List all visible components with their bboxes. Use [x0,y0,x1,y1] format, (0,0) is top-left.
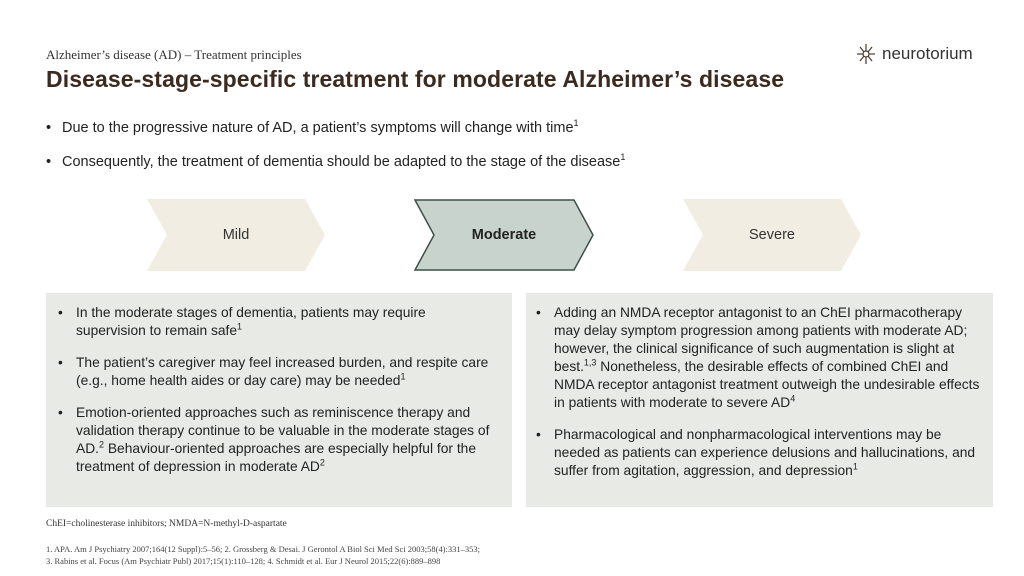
left-panel [46,293,512,507]
citation-sup: 1 [852,461,858,472]
bullet-text: In the moderate stages of dementia, patients may require supervision to remain safe [76,305,426,338]
citation-sup: 1 [237,321,243,332]
stage-label: Severe [749,227,795,243]
logo-text: neurotorium [882,44,973,63]
reference-line: 3. Rabins et al. Focus (Am Psychiatr Publ) 2017;15(1):110–128; 4. Schmidt et al. Eur J Neurol 2015;22(6):889–898 [46,556,441,566]
right-panel [526,293,993,507]
reference-line: 1. APA. Am J Psychiatry 2007;164(12 Suppl):5–56; 2. Grossberg & Desai. J Gerontol A Biol Sci Med Sci 2003;58(4):331–353; [46,544,480,554]
bullet-text: Behaviour-oriented approaches are especially helpful for the treatment of depression in moderate AD [76,441,476,474]
panel-bullet [536,426,985,480]
citation-sup: 1,3 [583,357,597,368]
bullet-text: Pharmacological and nonpharmacological interventions may be needed as patients can experience delusions and hallucinations, and suffer from agitation, aggression, and depression [554,427,976,478]
page-title: Disease-stage-specific treatment for moderate Alzheimer’s disease [46,66,785,92]
bullet-text: Nonetheless, the desirable effects of combined ChEI and NMDA receptor antagonist treatment outweigh the undesirable effects in patients with moderate to severe AD [554,359,980,410]
intro-bullet: • Due to the progressive nature of AD, a patient’s symptoms will change with time$^1$ [46,120,625,136]
intro-bullet: • Consequently, the treatment of dementia should be adapted to the stage of the disease$^1$ [46,154,625,170]
intro-list [46,120,625,188]
stage-label: Mild [222,227,250,243]
citation-sup: 1 [400,371,406,382]
references [46,543,480,567]
panel-bullet [536,304,985,412]
bullet-text: Adding an NMDA receptor antagonist to an ChEI pharmacotherapy may delay symptom progression among patients with moderate AD; however, the clinical significance of such augmentation is slight at best. [554,305,968,374]
panel-bullet [58,404,498,476]
footnote: ChEI=cholinesterase inhibitors; NMDA=N-methyl-D-aspartate [46,519,287,529]
logo [856,43,973,65]
panel-bullet [58,354,498,390]
breadcrumb: Alzheimer’s disease (AD) – Treatment principles [46,47,302,62]
stage-label: Moderate [471,227,537,243]
citation-sup: 2 [319,457,325,468]
panel-bullet [58,304,498,340]
neurotorium-logo-icon [856,43,876,65]
stage-moderate [414,199,594,271]
citation-sup: 2 [99,439,105,450]
bullet-text: The patient’s caregiver may feel increased burden, and respite care (e.g., home health aides or day care) may be needed [76,355,489,388]
stage-severe [683,199,861,271]
bullet-text: Emotion-oriented approaches such as reminiscence therapy and validation therapy continue to be valuable in the moderate stages of AD. [76,405,490,456]
citation-sup: 4 [790,393,796,404]
stage-mild [147,199,325,271]
